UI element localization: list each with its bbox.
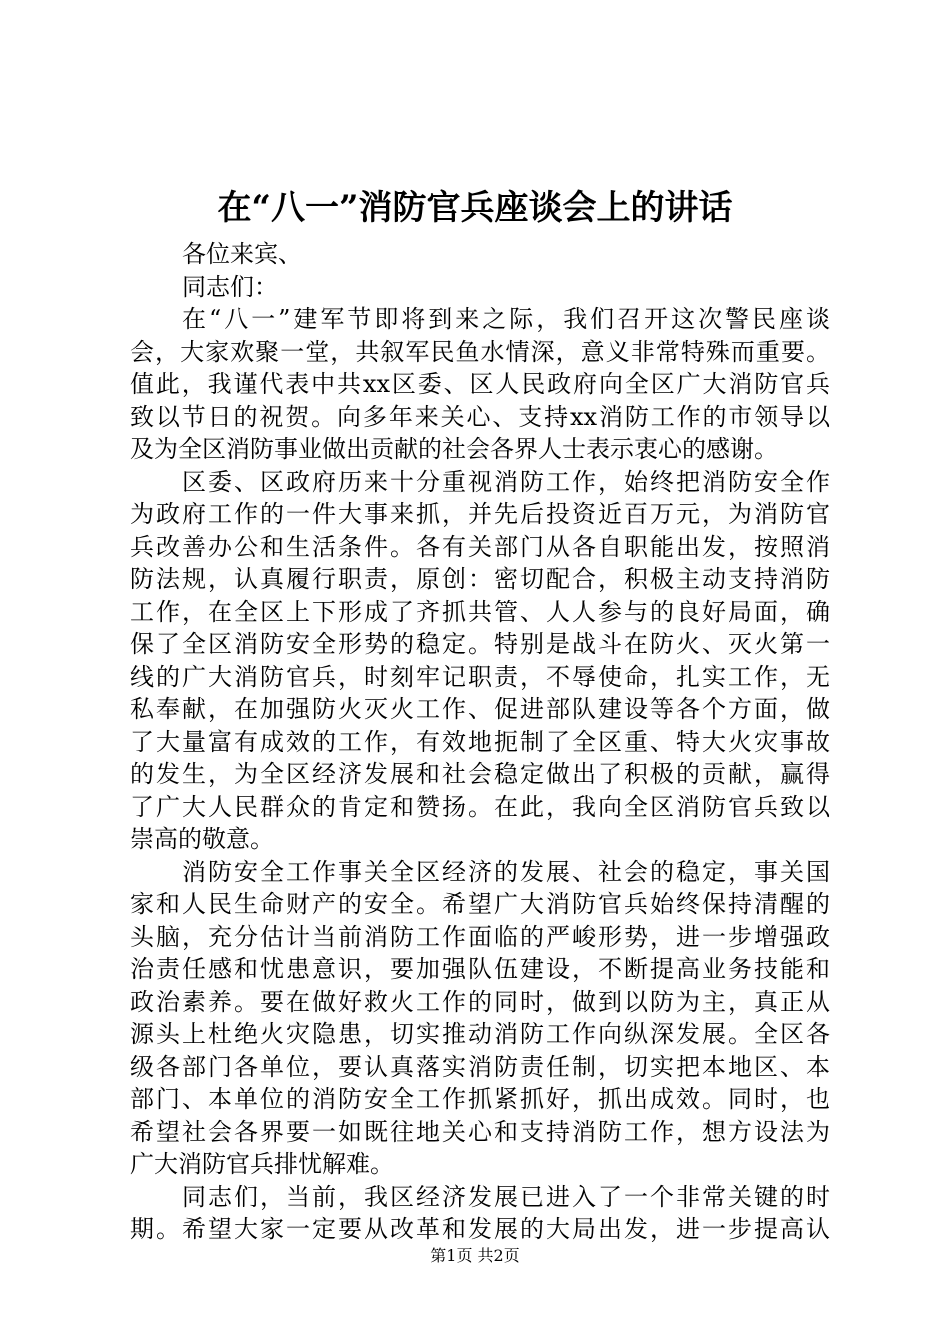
body-line: 值此，我谨代表中共xx区委、区人民政府向全区广大消防官兵 <box>130 370 830 398</box>
body-line: 区委、区政府历来十分重视消防工作，始终把消防安全作 <box>182 467 830 496</box>
document-title: 在“八一”消防官兵座谈会上的讲话 <box>217 188 733 228</box>
body-line: 希望社会各界要一如既往地关心和支持消防工作，想方设法为 <box>130 1117 830 1146</box>
body-line: 会，大家欢聚一堂，共叙军民鱼水情深，意义非常特殊而重要。 <box>130 337 830 366</box>
body-line: 消防安全工作事关全区经济的发展、社会的稳定，事关国 <box>182 857 830 886</box>
body-line: 部门、本单位的消防安全工作抓紧抓好，抓出成效。同时，也 <box>130 1085 830 1113</box>
body-line: 为政府工作的一件大事来抓，并先后投资近百万元，为消防官 <box>130 500 830 528</box>
body-line: 家和人民生命财产的安全。希望广大消防官兵始终保持清醒的 <box>130 890 830 918</box>
body-line: 政治素养。要在做好救火工作的同时，做到以防为主，真正从 <box>130 987 830 1016</box>
body-line: 期。希望大家一定要从改革和发展的大局出发，进一步提高认 <box>130 1215 830 1243</box>
body-line: 头脑，充分估计当前消防工作面临的严峻形势，进一步增强政 <box>130 922 830 951</box>
body-line: 防法规，认真履行职责，原创：密切配合，积极主动支持消防 <box>130 565 830 593</box>
document-body <box>130 238 830 1246</box>
body-line: 了大量富有成效的工作，有效地扼制了全区重、特大火灾事故 <box>130 727 830 756</box>
body-line: 致以节日的祝贺。向多年来关心、支持xx消防工作的市领导以 <box>130 402 830 431</box>
body-line: 同志们，当前，我区经济发展已进入了一个非常关键的时 <box>182 1182 830 1211</box>
body-line: 保了全区消防安全形势的稳定。特别是战斗在防火、灭火第一 <box>130 630 830 658</box>
body-line: 级各部门各单位，要认真落实消防责任制，切实把本地区、本 <box>130 1052 830 1081</box>
body-line: 广大消防官兵排忧解难。 <box>130 1150 394 1178</box>
body-line: 私奉献，在加强防火灭火工作、促进部队建设等各个方面，做 <box>130 695 830 723</box>
body-line: 兵改善办公和生活条件。各有关部门从各自职能出发，按照消 <box>130 532 830 561</box>
body-line: 的发生，为全区经济发展和社会稳定做出了积极的贡献，赢得 <box>130 760 830 788</box>
body-line: 及为全区消防事业做出贡献的社会各界人士表示衷心的感谢。 <box>130 435 778 463</box>
body-line: 在“八一”建军节即将到来之际，我们召开这次警民座谈 <box>182 305 830 333</box>
body-line: 治责任感和忧患意识，要加强队伍建设，不断提高业务技能和 <box>130 955 830 983</box>
page-number-footer: 第1页 共2页 <box>430 1246 520 1265</box>
body-line: 工作，在全区上下形成了齐抓共管、人人参与的良好局面，确 <box>130 597 830 626</box>
body-line: 了广大人民群众的肯定和赞扬。在此，我向全区消防官兵致以 <box>130 792 830 821</box>
body-line: 崇高的敬意。 <box>130 825 274 853</box>
body-line: 线的广大消防官兵，时刻牢记职责，不辱使命，扎实工作，无 <box>130 662 830 691</box>
body-line: 各位来宾、 <box>182 240 302 268</box>
body-line: 同志们： <box>182 272 278 301</box>
body-line: 源头上杜绝火灾隐患，切实推动消防工作向纵深发展。全区各 <box>130 1020 830 1048</box>
